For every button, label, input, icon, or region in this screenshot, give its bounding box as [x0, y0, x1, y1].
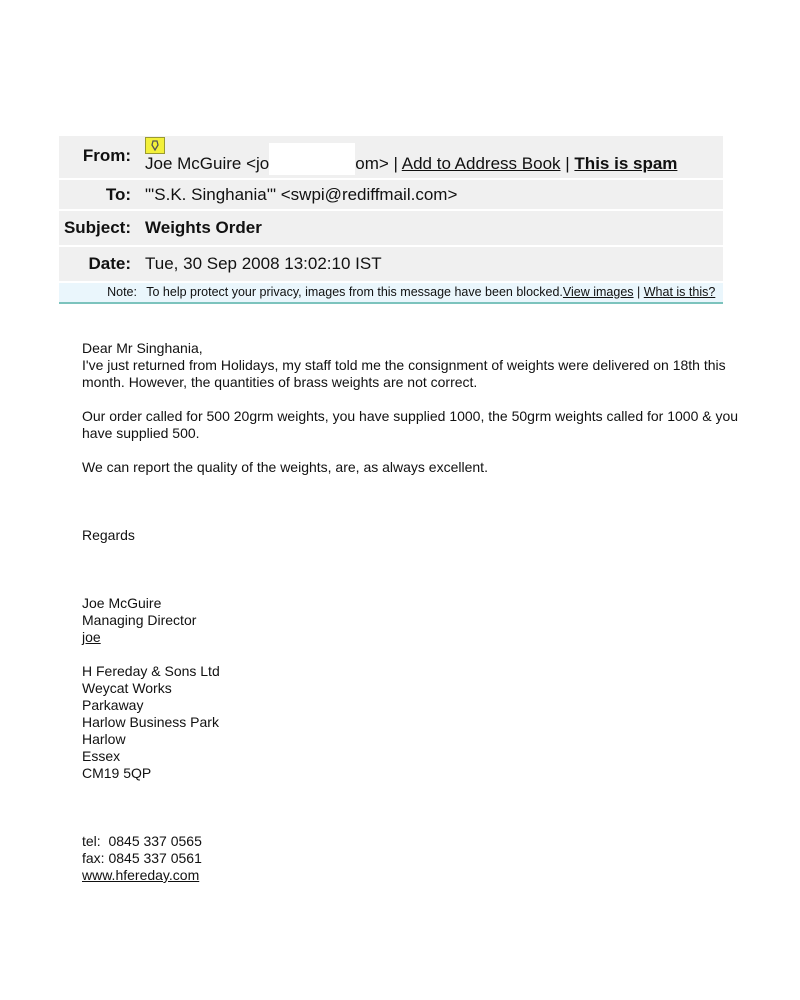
note-label: Note: [107, 285, 137, 299]
to-row [59, 180, 723, 211]
date-row [59, 247, 723, 283]
signature-name: Joe McGuire [82, 595, 162, 611]
sender-name: Joe McGuire <jo [145, 154, 270, 173]
address-line: Harlow Business Park [82, 714, 219, 730]
date-value: Tue, 30 Sep 2008 13:02:10 IST [145, 254, 382, 273]
blocked-images-note: Note: To help protect your privacy, images from this message have been blocked.View images | What is this? [59, 283, 723, 304]
note-text: To help protect your privacy, images from this message have been blocked. [146, 285, 563, 299]
subject-value: Weights Order [145, 218, 262, 237]
what-is-this-link[interactable]: What is this? [643, 285, 716, 299]
address-line: CM19 5QP [82, 765, 152, 781]
email-header [59, 136, 723, 304]
fax: fax: 0845 337 0561 [82, 850, 202, 866]
email-body [82, 340, 742, 884]
contact-card-icon[interactable] [145, 137, 165, 154]
greeting: Dear Mr Singhania, [82, 340, 203, 356]
signature-title: Managing Director [82, 612, 197, 628]
paragraph-2: Our order called for 500 20grm weights, you have supplied 1000, the 50grm weights called for 1000 & you have supplied 500. [82, 408, 739, 441]
telephone: tel: 0845 337 0565 [82, 833, 202, 849]
paragraph-3: We can report the quality of the weights, are, as always excellent. [82, 459, 488, 475]
from-label: From: [82, 146, 131, 165]
address-line: Essex [82, 748, 121, 764]
subject-label: Subject: [63, 218, 131, 237]
this-is-spam-link[interactable]: This is spam [574, 154, 678, 173]
address-line: Harlow [82, 731, 126, 747]
to-label: To: [105, 184, 131, 204]
to-value: "'S.K. Singhania'" <swpi@rediffmail.com> [145, 184, 458, 204]
subject-row [59, 211, 723, 247]
address-line: Weycat Works [82, 680, 172, 696]
address-line: H Fereday & Sons Ltd [82, 663, 220, 679]
date-label: Date: [88, 254, 131, 273]
address-line: Parkaway [82, 697, 144, 713]
view-images-link[interactable]: View images [562, 285, 634, 299]
redacted-box [269, 143, 355, 175]
sender-email-suffix: om> [355, 154, 389, 173]
signature-email-link[interactable]: joe [82, 629, 101, 645]
website-link[interactable]: www.hfereday.com [82, 867, 200, 883]
closing: Regards [82, 527, 135, 543]
add-to-address-book-link[interactable]: Add to Address Book [401, 154, 561, 173]
paragraph-1: I've just returned from Holidays, my staff told me the consignment of weights were delivered on 18th this month. However, the quantities of brass weights are not correct. [82, 357, 726, 390]
from-row: From: Joe McGuire <jo om> | Add to Address Book | This is spam [59, 136, 723, 180]
